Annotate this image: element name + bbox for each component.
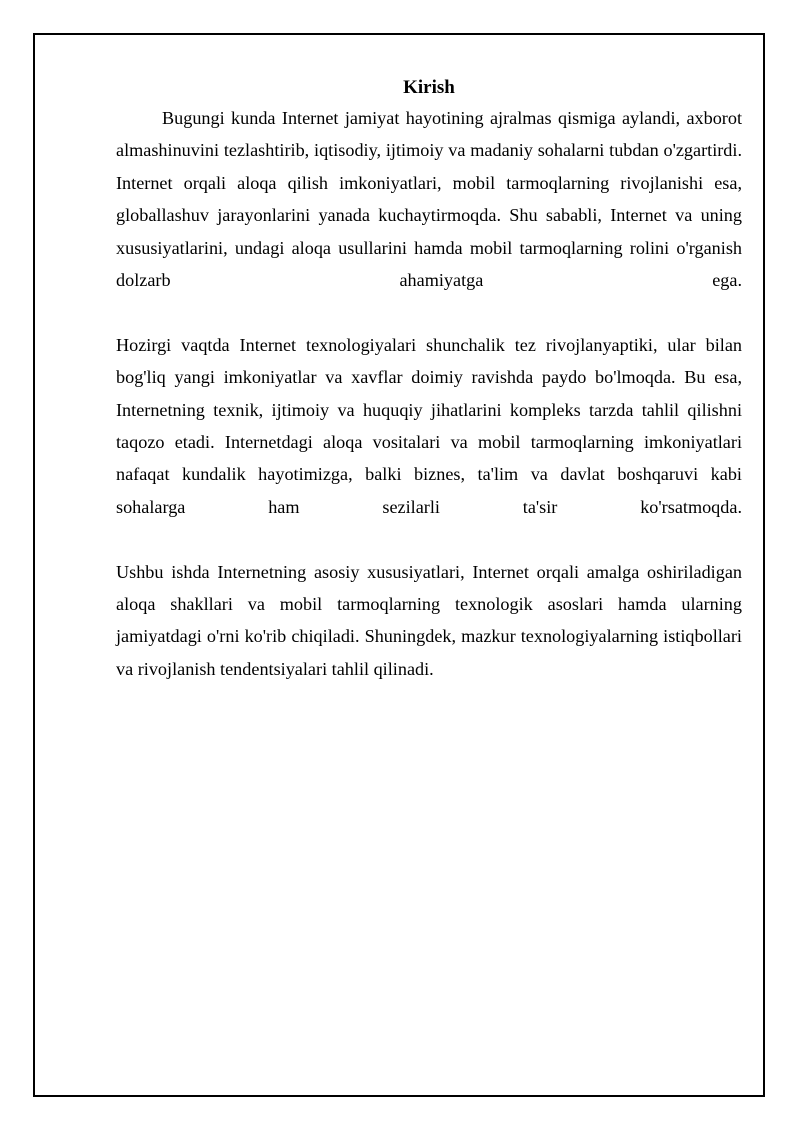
paragraph-1: Bugungi kunda Internet jamiyat hayotining ajralmas qismiga aylandi, axborot almashinuvini tezlashtirib, iqtisodiy, ijtimoiy va madaniy sohalarni tubdan o'zgartirdi. Internet orqali aloqa qilish imkoniyatlari, mobil tarmoqlarning rivojlanishi esa, globallashuv jarayonlarini yanada kuchaytirmoqda. Shu sababli, Internet va uning xususiyatlarini, undagi aloqa usullarini hamda mobil tarmoqlarning rolini o'rganish dolzarb ahamiyatga ega. [116,108,742,291]
paragraph-spacer [116,296,742,328]
paragraph-3: Ushbu ishda Internetning asosiy xususiyatlari, Internet orqali amalga oshiriladigan aloqa shakllari va mobil tarmoqlarning texnologik asoslari hamda ularning jamiyatdagi o'rni ko'rib chiqiladi. Shuningdek, mazkur texnologiyalarning istiqbollari va rivojlanish tendentsiyalari tahlil qilinadi. [116,561,742,679]
paragraph-spacer [116,523,742,555]
paragraph-2: Hozirgi vaqtda Internet texnologiyalari shunchalik tez rivojlanyaptiki, ular bilan bog'liq yangi imkoniyatlar va xavflar doimiy ravishda paydo bo'lmoqda. Bu esa, Internetning texnik, ijtimoiy va huquqiy jihatlarini kompleks tarzda tahlil qilishni taqozo etadi. Internetdagi aloqa vositalari va mobil tarmoqlarning imkoniyatlari nafaqat kundalik hayotimizga, balki biznes, ta'lim va davlat boshqaruvi kabi sohalarga ham sezilarli ta'sir ko'rsatmoqda. [116,334,742,517]
document-body [116,74,742,685]
document-title: Kirish [403,77,455,98]
